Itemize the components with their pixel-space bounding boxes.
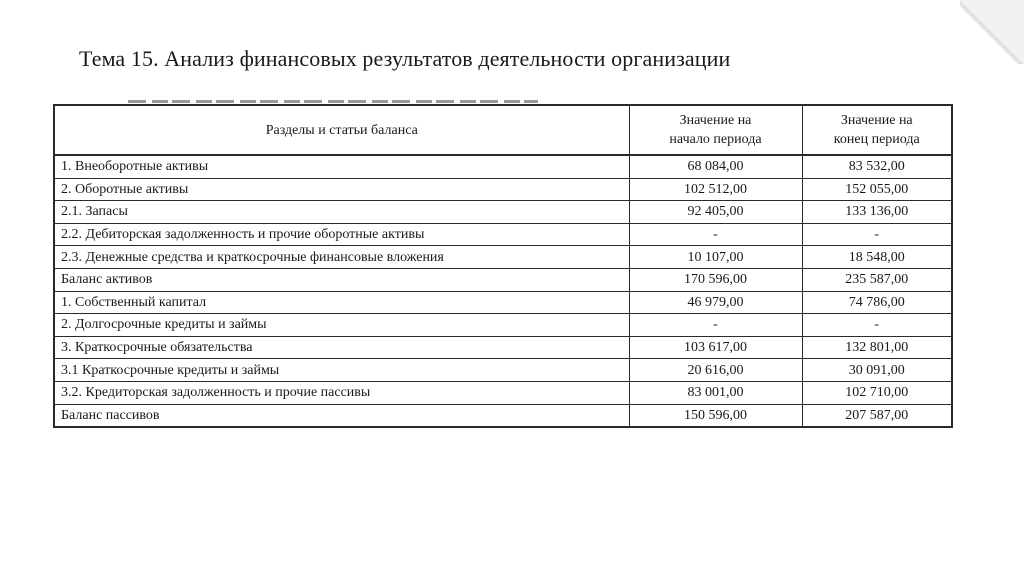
row-end-value: 18 548,00 [802,246,952,269]
header-sections: Разделы и статьи баланса [54,105,629,155]
row-end-value: 133 136,00 [802,201,952,224]
header-start-value [629,105,802,155]
page-corner-fold [960,0,1024,64]
row-label: 2. Оборотные активы [54,178,629,201]
header-start-line1: Значение на [679,113,752,128]
row-label: 1. Собственный капитал [54,291,629,314]
row-start-value: - [629,314,802,337]
row-end-value: 83 532,00 [802,155,952,178]
header-start-line2: начало периода [669,132,762,147]
table-row [54,246,952,269]
row-start-value: 10 107,00 [629,246,802,269]
table-row [54,359,952,382]
row-label: Баланс пассивов [54,404,629,427]
row-label: 2.1. Запасы [54,201,629,224]
header-end-value [802,105,952,155]
row-end-value: 235 587,00 [802,268,952,291]
row-end-value: 132 801,00 [802,336,952,359]
table-row [54,268,952,291]
row-start-value: 102 512,00 [629,178,802,201]
row-label: 1. Внеоборотные активы [54,155,629,178]
row-label: 3.1 Краткосрочные кредиты и займы [54,359,629,382]
row-start-value: 103 617,00 [629,336,802,359]
row-start-value: 92 405,00 [629,201,802,224]
slide-title: Тема 15. Анализ финансовых результатов деятельности организации [79,46,731,71]
row-label: 2. Долгосрочные кредиты и займы [54,314,629,337]
table-row [54,404,952,427]
row-end-value: 207 587,00 [802,404,952,427]
table-row [54,336,952,359]
table-row [54,381,952,404]
row-end-value: 102 710,00 [802,381,952,404]
header-end-line2: конец периода [833,132,920,147]
table-header-row [54,105,952,155]
row-start-value: 83 001,00 [629,381,802,404]
table-row [54,314,952,337]
balance-table [53,104,953,428]
row-label: 2.2. Дебиторская задолженность и прочие оборотные активы [54,223,629,246]
row-label: Баланс активов [54,268,629,291]
row-end-value: - [802,223,952,246]
row-start-value: 150 596,00 [629,404,802,427]
row-start-value: 170 596,00 [629,268,802,291]
table-row [54,223,952,246]
row-end-value: 152 055,00 [802,178,952,201]
row-start-value: 68 084,00 [629,155,802,178]
row-end-value: 74 786,00 [802,291,952,314]
row-end-value: - [802,314,952,337]
row-start-value: 20 616,00 [629,359,802,382]
table-row [54,178,952,201]
table-row [54,155,952,178]
row-start-value: 46 979,00 [629,291,802,314]
header-end-line1: Значение на [840,113,913,128]
row-label: 3. Краткосрочные обязательства [54,336,629,359]
row-label: 2.3. Денежные средства и краткосрочные финансовые вложения [54,246,629,269]
table-row [54,291,952,314]
row-start-value: - [629,223,802,246]
row-end-value: 30 091,00 [802,359,952,382]
table-row [54,201,952,224]
row-label: 3.2. Кредиторская задолженность и прочие пассивы [54,381,629,404]
scan-artifact-line [128,100,538,103]
